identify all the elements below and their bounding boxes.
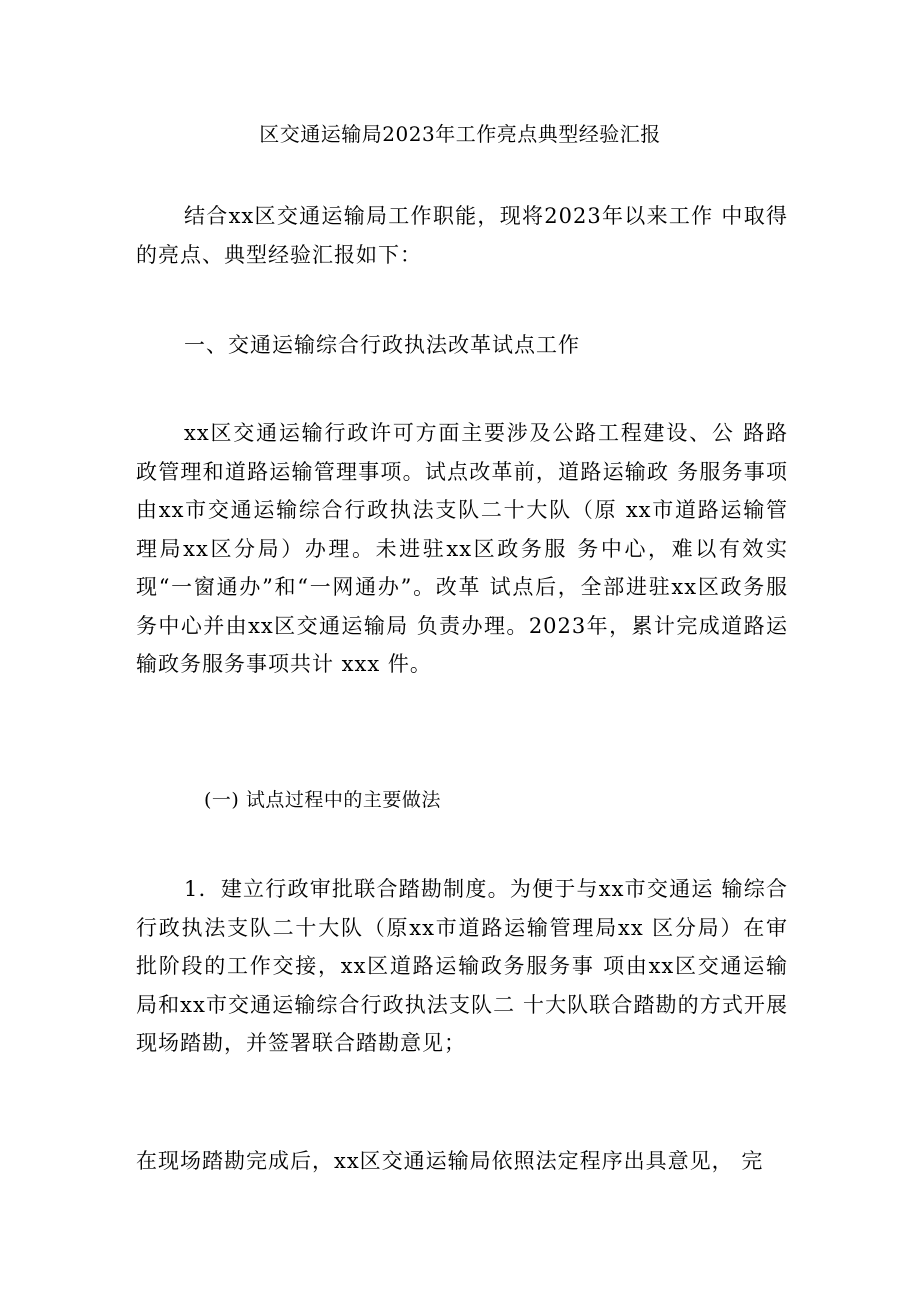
section-1-paragraph: xx区交通运输行政许可方面主要涉及公路工程建设、公 路路政管理和道路运输管理事项。试点改革前，道路运输政 务服务事项由xx市交通运输综合行政执法支队二十大队（原 xx市道路运输管理局xx区分局）办理。未进驻xx区政务服 务中心，难以有效实现“一窗通办”和“一网通办”。改革 试点后，全部进驻xx区政务服务中心并由xx区交通运输局 负责办理。2023年，累计完成道路运输政务服务事项共计 xxx 件。 xyxy=(136,421,788,676)
continuation-paragraph: 在现场踏勘完成后，xx区交通运输局依照法定程序出具意见， 完 xyxy=(136,1149,764,1173)
section-1-heading: 一、交通运输综合行政执法改革试点工作 xyxy=(184,333,580,357)
subsection-1-heading: (一) 试点过程中的主要做法 xyxy=(204,789,441,811)
intro-paragraph: 结合xx区交通运输局工作职能，现将2023年以来工作 中取得的亮点、典型经验汇报如下： xyxy=(136,204,788,267)
item-1-paragraph: 1．建立行政审批联合踏勘制度。为便于与xx市交通运 输综合行政执法支队二十大队（原xx市道路运输管理局xx 区分局）在审批阶段的工作交接，xx区道路运输政务服务事 项由xx区交通运输局和xx市交通运输综合行政执法支队二 十大队联合踏勘的方式开展现场踏勘，并签署联合踏勘意见； xyxy=(136,877,788,1055)
document-title: 区交通运输局2023年工作亮点典型经验汇报 xyxy=(259,122,661,146)
